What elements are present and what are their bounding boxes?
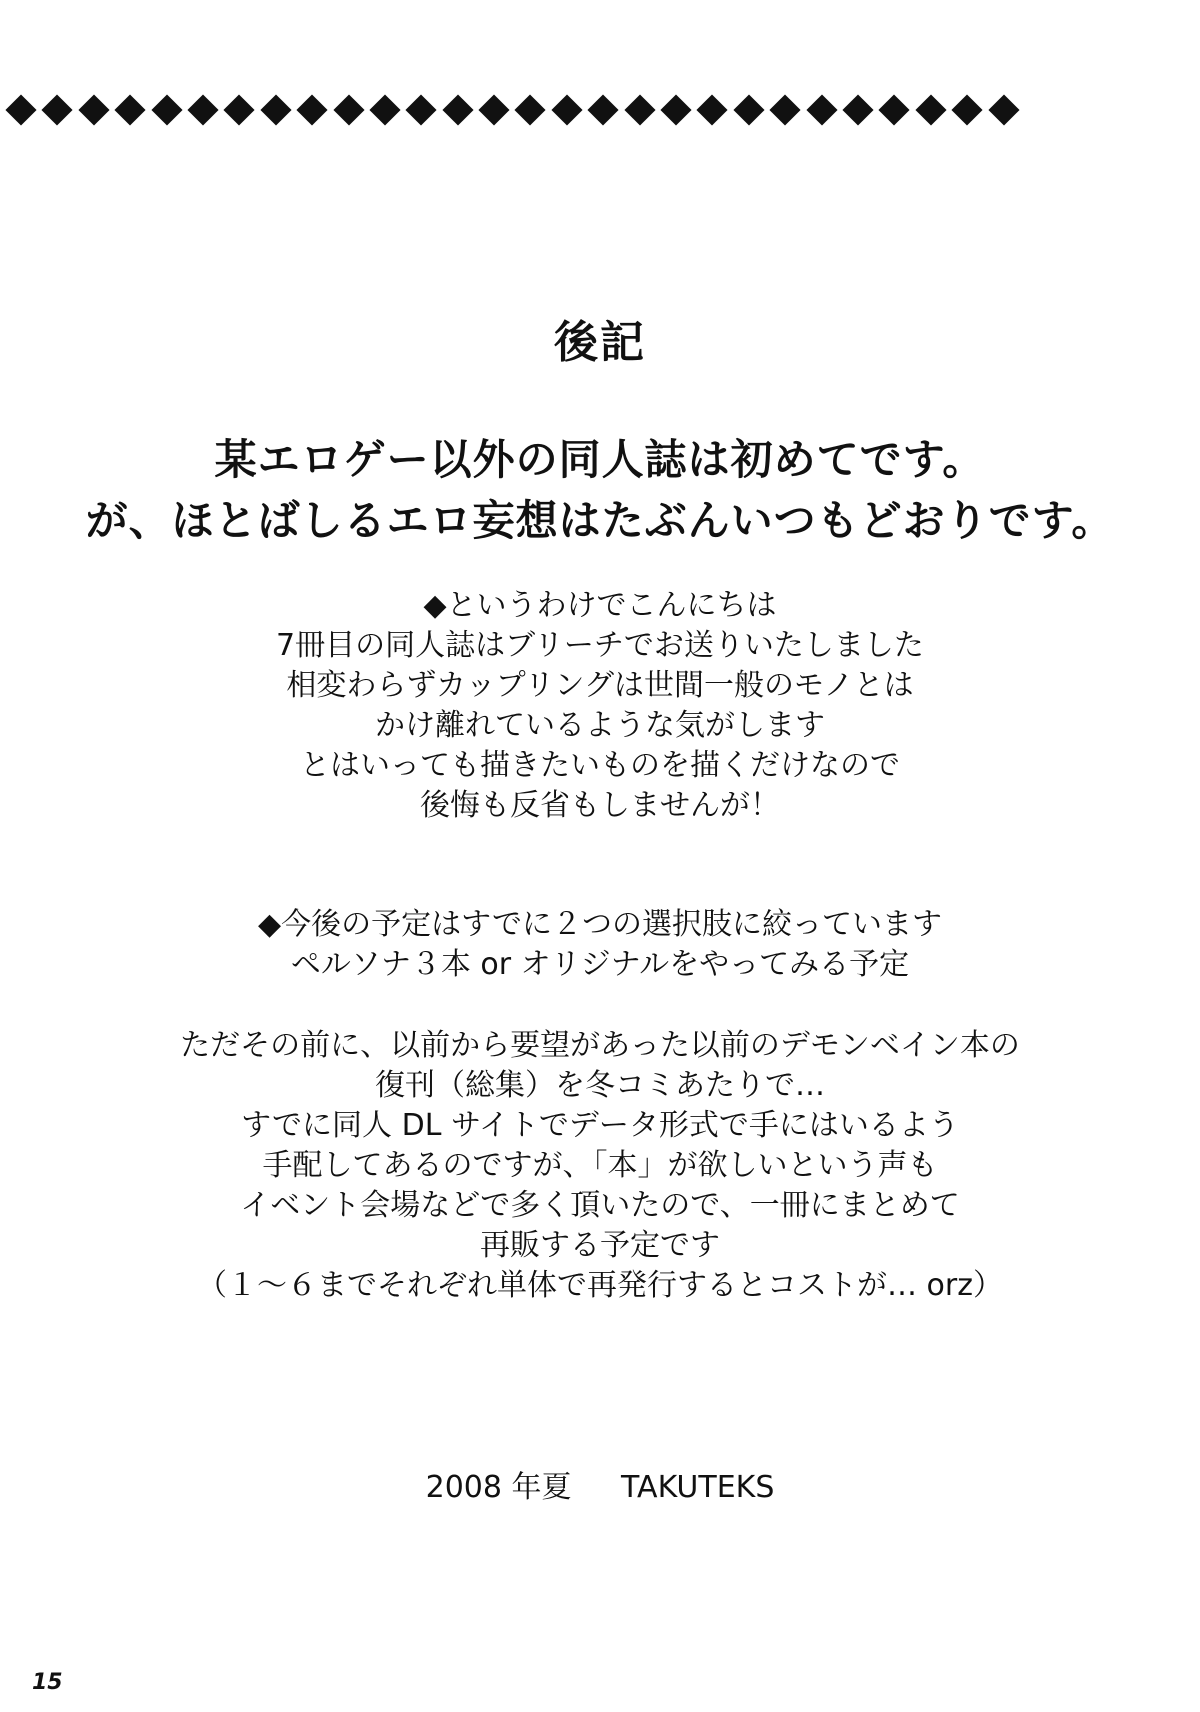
diamond-icon	[697, 94, 728, 125]
diamond-icon	[224, 94, 255, 125]
diamond-icon	[842, 94, 873, 125]
text-line: ◆というわけでこんにちは	[423, 588, 777, 623]
diamond-icon	[806, 94, 837, 125]
signature-author: TAKUTEKS	[621, 1470, 775, 1505]
diamond-border	[0, 90, 1200, 130]
text-line: 復刊（総集）を冬コミあたりで…	[375, 1068, 825, 1103]
diamond-icon	[442, 94, 473, 125]
paragraph-reprint	[0, 1026, 1200, 1306]
diamond-icon	[588, 94, 619, 125]
text-line: 手配してあるのですが、「本」が欲しいという声も	[262, 1148, 938, 1183]
paragraph-plans	[0, 905, 1200, 985]
diamond-icon	[479, 94, 510, 125]
diamond-icon	[551, 94, 582, 125]
text-line: すでに同人 DL サイトでデータ形式で手にはいるよう	[241, 1108, 959, 1143]
text-line: ◆今後の予定はすでに２つの選択肢に絞っています	[258, 907, 942, 942]
diamond-icon	[333, 94, 364, 125]
diamond-icon	[988, 94, 1019, 125]
signature	[0, 1462, 1200, 1506]
page-title: 後記	[554, 317, 646, 368]
text-line: イベント会場などで多く頂いたので、一冊にまとめて	[240, 1188, 960, 1223]
diamond-icon	[624, 94, 655, 125]
diamond-icon	[369, 94, 400, 125]
diamond-icon	[915, 94, 946, 125]
diamond-icon	[260, 94, 291, 125]
diamond-icon	[187, 94, 218, 125]
text-line: 7冊目の同人誌はブリーチでお送りいたしました	[276, 628, 924, 663]
diamond-icon	[406, 94, 437, 125]
paragraph-intro	[0, 586, 1200, 826]
diamond-icon	[42, 94, 73, 125]
text-line: とはいっても描きたいものを描くだけなので	[300, 748, 900, 783]
diamond-icon	[879, 94, 910, 125]
page-number: 15	[32, 1670, 63, 1695]
diamond-icon	[5, 94, 36, 125]
diamond-icon	[78, 94, 109, 125]
diamond-icon	[952, 94, 983, 125]
diamond-icon	[770, 94, 801, 125]
diamond-icon	[660, 94, 691, 125]
text-line: ペルソナ３本 or オリジナルをやってみる予定	[290, 947, 910, 982]
diamond-icon	[297, 94, 328, 125]
diamond-icon	[515, 94, 546, 125]
diamond-icon	[151, 94, 182, 125]
text-line: （１～６までそれぞれ単体で再発行するとコストが… orz）	[197, 1268, 1003, 1303]
text-line: 再販する予定です	[480, 1228, 720, 1263]
text-line: かけ離れているような気がします	[375, 708, 825, 743]
lead-line-2: が、ほとばしるエロ妄想はたぶんいつもどおりです。	[85, 496, 1115, 545]
diamond-icon	[733, 94, 764, 125]
signature-date: 2008 年夏	[425, 1470, 572, 1505]
text-line: ただその前に、以前から要望があった以前のデモンベイン本の	[180, 1028, 1020, 1063]
text-line: 相変わらずカップリングは世間一般のモノとは	[286, 668, 914, 703]
lead-line-1: 某エロゲー以外の同人誌は初めてです。	[214, 435, 986, 484]
text-line: 後悔も反省もしませんが！	[420, 788, 780, 823]
diamond-icon	[115, 94, 146, 125]
